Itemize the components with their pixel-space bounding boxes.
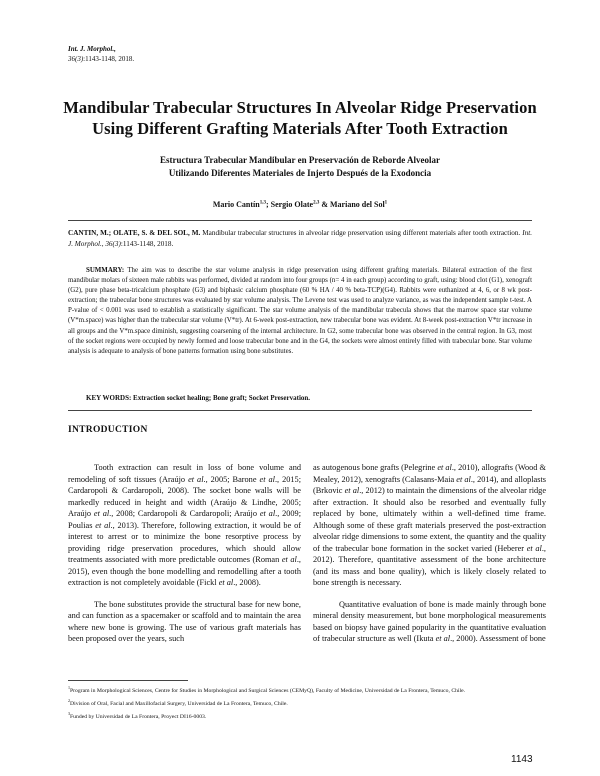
citation-text: Mandibular trabecular structures in alveolar ridge preservation using different materials after tooth extraction. (200, 229, 523, 237)
author-3: & Mariano del Sol (319, 200, 385, 209)
journal-pages-year: :1143-1148, 2018. (83, 55, 135, 63)
right-column (313, 462, 546, 655)
right-paragraph-1: as autogenous bone grafts (Pelegrine et al., 2010), allografts (Wood & Mealey, 2012), xenografts (Calasans-Maia et al., 2014), and alloplasts (Brkovic et al., 2012) to maintain the dimensions of the alveolar ridge after extraction. It should also be resorbed and eventually fully replaced by bone, ultimately within a well-defined time frame. Although some of these graft materials preserved the post-extraction alveolar ridge dimensions to some extent, the quantity and the quality of the trabecular bone formation in the socket varied (Heberer et al., 2012). Therefore, quantitative assessment of the bone architecture (and its mass and bone quality), which is likely closely related to bone strength is necessary. (313, 463, 547, 587)
summary-label: SUMMARY: (86, 267, 125, 274)
title-line-1: Mandibular Trabecular Structures In Alveolar Ridge Preservation (63, 98, 537, 117)
author-1: Mario Cantín (212, 200, 260, 209)
journal-volume: 36(3) (68, 55, 84, 63)
author-2-affil: 2,3 (313, 200, 320, 206)
footnote-1: $^1$Program in Morphological Sciences, Centre for Studies in Morphological and Surgical Sciences (CEMyQ), Faculty of Medicine, Universidad de La Frontera, Temuco, Chile. (68, 685, 466, 694)
article-title (40, 97, 560, 139)
footnote-divider (68, 680, 188, 681)
summary-text: The aim was to describe the star volume analysis in ridge preservation using different grafting materials. Bilateral extraction of the first mandibular molars of sixteen male rabbits was performed, divided at random into four groups (n= 4 in each group) according to graft, using: blood clot (G1), xenograft (G2), pure phase beta-tricalcium phosphate (G3) and biphasic calcium phosphate (60 % HA / 40 % beta-TCP)(G4). Rabbits were euthanized at 4, 6, or 8 wk post-extraction; the trabecular bone structures was evaluated by star volume analysis. The Levene test was used to analyze variance, as was the independent sample t-test. A P-value of < 0.001 was used to establish a statistically significant. The star volume analysis of the mandibular trabecula shows that the marrow space star volume (V*m.space) was higher than the trabecular star volume (V*tr). At 6-week post-extraction, new trabecular bone was evident. At 8-week post-extraction V*tr increase in all groups and the V*m.space diminish, suggesting coarsening of the internal architecture. In G2, some trabecular bone was observed in the central region. In G3, most of the socket regions were occupied by newly formed and loose trabecular bone and in the G4, the sockets were almost entirely filled with trabecular bone. Star volume analysis is adequate to analysis of bone patterns formation using bone substitutes. (68, 267, 532, 355)
author-list (60, 200, 540, 209)
author-1-affil: 1,3 (259, 200, 266, 206)
citation-journal: Int. J. Morphol., 36(3) (68, 229, 532, 248)
citation-pages: :1143-1148, 2018. (120, 239, 174, 248)
section-heading-introduction: INTRODUCTION (68, 425, 148, 435)
keywords: KEY WORDS: Extraction socket healing; Bone graft; Socket Preservation. (86, 394, 311, 402)
left-paragraph-2: The bone substitutes provide the structural base for new bone, and can function as a spacemaker or scaffold and to maintain the area where new bone is growing. The use of various graft materials has been proposed over the years, such (68, 599, 301, 643)
footnotes (68, 684, 532, 723)
title-line-2: Using Different Grafting Materials After Tooth Extraction (92, 119, 508, 138)
citation-authors: CANTIN, M.; OLATE, S. & DEL SOL, M. (68, 229, 201, 237)
journal-name: Int. J. Morphol., (68, 45, 116, 53)
footnote-2: $^2$Division of Oral, Facial and Maxillofacial Surgery, Universidad de La Frontera, Temuco, Chile. (68, 697, 288, 707)
right-paragraph-2: Quantitative evaluation of bone is made mainly through bone mineral density measurement, but bone morphological measurements based on biopsy have gained popularity in the quantitative evaluation of trabecular structure as well (Ikuta et al., 2000). Assessment of bone (313, 599, 546, 643)
left-paragraph-1: Tooth extraction can result in loss of bone volume and remodeling of soft tissues (Araújo et al., 2005; Barone et al., 2015; Cardaropoli & Cardaropoli, 2008). The socket bone walls will be markedly reduced in height and width (Araújo & Lindhe, 2005; Araújo et al., 2008; Cardaropoli & Cardaropoli; Araújo et al., 2009; Poulias et al., 2013). Therefore, following extraction, it would be of interest to arrest or to minimize the bone resorptive process by providing ridge preservation procedures, which should allow treatments associated with more predictable outcomes (Roman et al., 2015), even though the bone modelling and remodelling after a tooth extraction is not completely avoidable (Fickl et al., 2008). (68, 463, 302, 587)
subtitle-line-2: Utilizando Diferentes Materiales de Injerto Después de la Exodoncia (168, 168, 432, 178)
bottom-divider (68, 410, 532, 411)
author-3-affil: 1 (384, 200, 388, 206)
page-number: 1143 (511, 754, 533, 765)
article-subtitle-spanish (60, 154, 540, 180)
left-column (68, 462, 301, 655)
summary-abstract (68, 266, 532, 357)
journal-reference (68, 44, 134, 64)
top-divider (68, 220, 532, 221)
footnote-3: $^3$Funded by Universidad de La Frontera, Proyect DI16-0003. (68, 710, 207, 720)
subtitle-line-1: Estructura Trabecular Mandibular en Preservación de Reborde Alveolar (160, 155, 440, 165)
author-2: ; Sergio Olate (265, 200, 314, 209)
citation-block (68, 228, 532, 249)
